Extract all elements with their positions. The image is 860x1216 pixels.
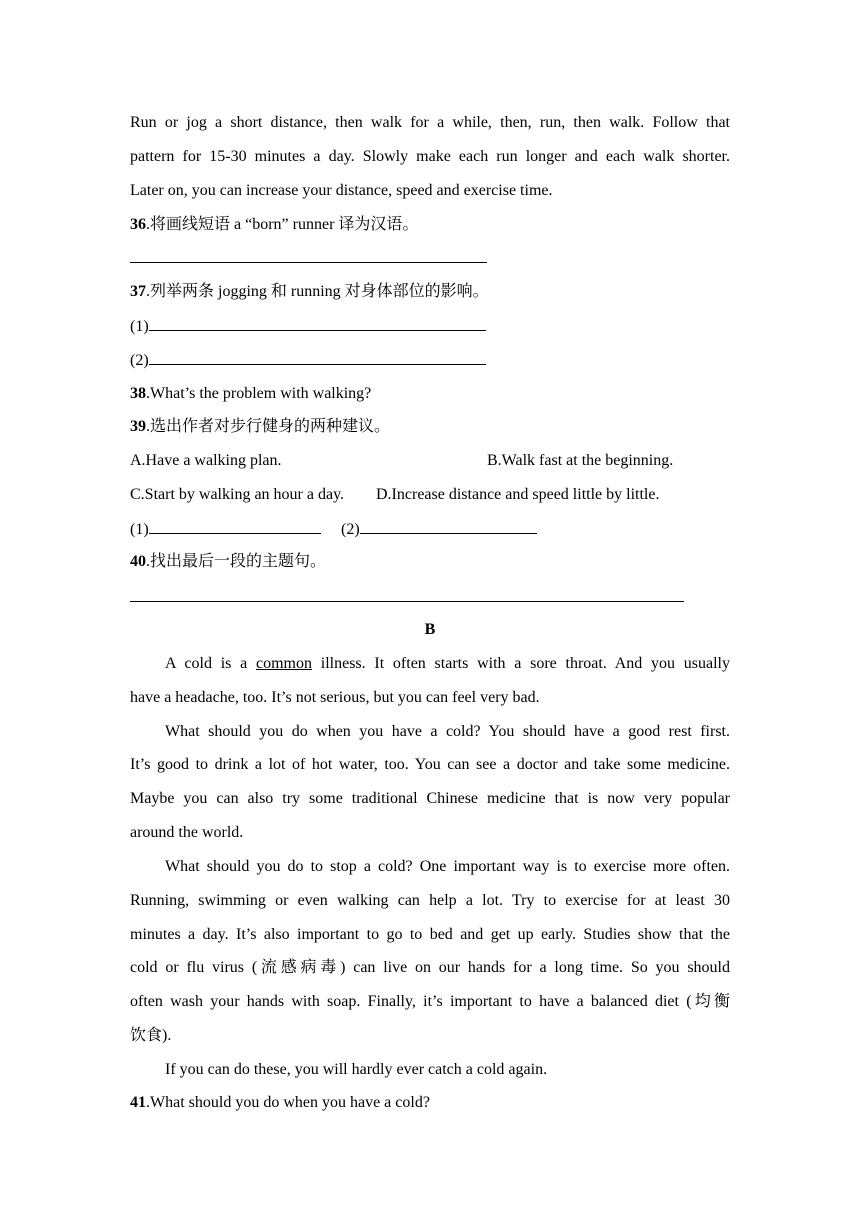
answer-blank-39-2[interactable]: [360, 519, 537, 534]
passage-b-p3-line-2: Running, swimming or even walking can help a lot. Try to exercise for at least 30: [130, 892, 730, 909]
question-text: .What’s the problem with walking?: [146, 385, 372, 402]
option-a: A.Have a walking plan.: [130, 452, 282, 469]
passage-a-line-1: Run or jog a short distance, then walk for a while, then, run, then walk. Follow that: [130, 114, 730, 131]
option-b: B.Walk fast at the beginning.: [487, 452, 674, 469]
question-number: 37: [130, 283, 146, 300]
question-37: [130, 282, 489, 302]
question-number: 38: [130, 385, 146, 402]
answer-blank-37-2[interactable]: [149, 350, 486, 365]
question-38: [130, 384, 371, 404]
passage-b-p2-line-1: What should you do when you have a cold? You should have a good rest first.: [165, 723, 730, 740]
passage-a-line-3: Later on, you can increase your distance, speed and exercise time.: [130, 182, 553, 199]
option-c: C.Start by walking an hour a day.: [130, 486, 345, 503]
item-label: (1): [130, 521, 149, 538]
answer-line-36[interactable]: [130, 262, 487, 263]
question-number: 39: [130, 418, 146, 435]
question-number: 41: [130, 1094, 146, 1111]
text-run: illness. It often starts with a sore throat. And you usually: [312, 655, 730, 672]
passage-b-p2-line-2: It’s good to drink a lot of hot water, too. You can see a doctor and take some medicine.: [130, 756, 730, 773]
item-label: (1): [130, 318, 149, 335]
passage-b-p2-line-3: Maybe you can also try some traditional Chinese medicine that is now very popular: [130, 790, 730, 807]
passage-b-p3-line-3: minutes a day. It’s also important to go to bed and get up early. Studies show that the: [130, 926, 730, 943]
passage-b-p3-line-6: 饮食).: [130, 1027, 172, 1044]
item-label: (2): [341, 521, 360, 538]
passage-b-p3-line-1: What should you do to stop a cold? One important way is to exercise more often.: [165, 858, 730, 875]
question-text: .列举两条 jogging 和 running 对身体部位的影响。: [146, 283, 489, 300]
question-text: .将画线短语 a “born” runner 译为汉语。: [146, 216, 419, 233]
question-text: .What should you do when you have a cold?: [146, 1094, 430, 1111]
question-number: 36: [130, 216, 146, 233]
question-text: .选出作者对步行健身的两种建议。: [146, 418, 391, 435]
answer-39-1: [130, 519, 321, 540]
passage-b-p4-line-1: If you can do these, you will hardly ever catch a cold again.: [165, 1061, 548, 1078]
passage-b-p2-line-4: around the world.: [130, 824, 244, 841]
answer-39-2: [341, 519, 537, 540]
question-text: .找出最后一段的主题句。: [146, 553, 327, 570]
answer-blank-39-1[interactable]: [149, 519, 321, 534]
passage-b-p1-line-1: [165, 654, 730, 674]
passage-a-line-2: pattern for 15-30 minutes a day. Slowly make each run longer and each walk shorter.: [130, 148, 730, 165]
underlined-word: common: [256, 655, 312, 672]
text-run: A cold is a: [165, 655, 256, 672]
passage-b-p3-line-5: often wash your hands with soap. Finally, it’s important to have a balanced diet (均衡: [130, 993, 730, 1010]
question-36: [130, 215, 418, 235]
answer-blank-37-1[interactable]: [149, 316, 486, 331]
question-number: 40: [130, 553, 146, 570]
passage-b-p1-line-2: have a headache, too. It’s not serious, but you can feel very bad.: [130, 689, 540, 706]
answer-line-40[interactable]: [130, 601, 684, 602]
answer-37-1: [130, 316, 486, 337]
answer-37-2: [130, 350, 486, 371]
question-40: [130, 552, 326, 572]
question-41: [130, 1093, 430, 1113]
question-39: [130, 417, 390, 437]
item-label: (2): [130, 352, 149, 369]
passage-b-p3-line-4: cold or flu virus (流感病毒) can live on our hands for a long time. So you should: [130, 959, 730, 976]
option-d: D.Increase distance and speed little by little.: [376, 486, 660, 503]
section-title: B: [424, 621, 436, 638]
